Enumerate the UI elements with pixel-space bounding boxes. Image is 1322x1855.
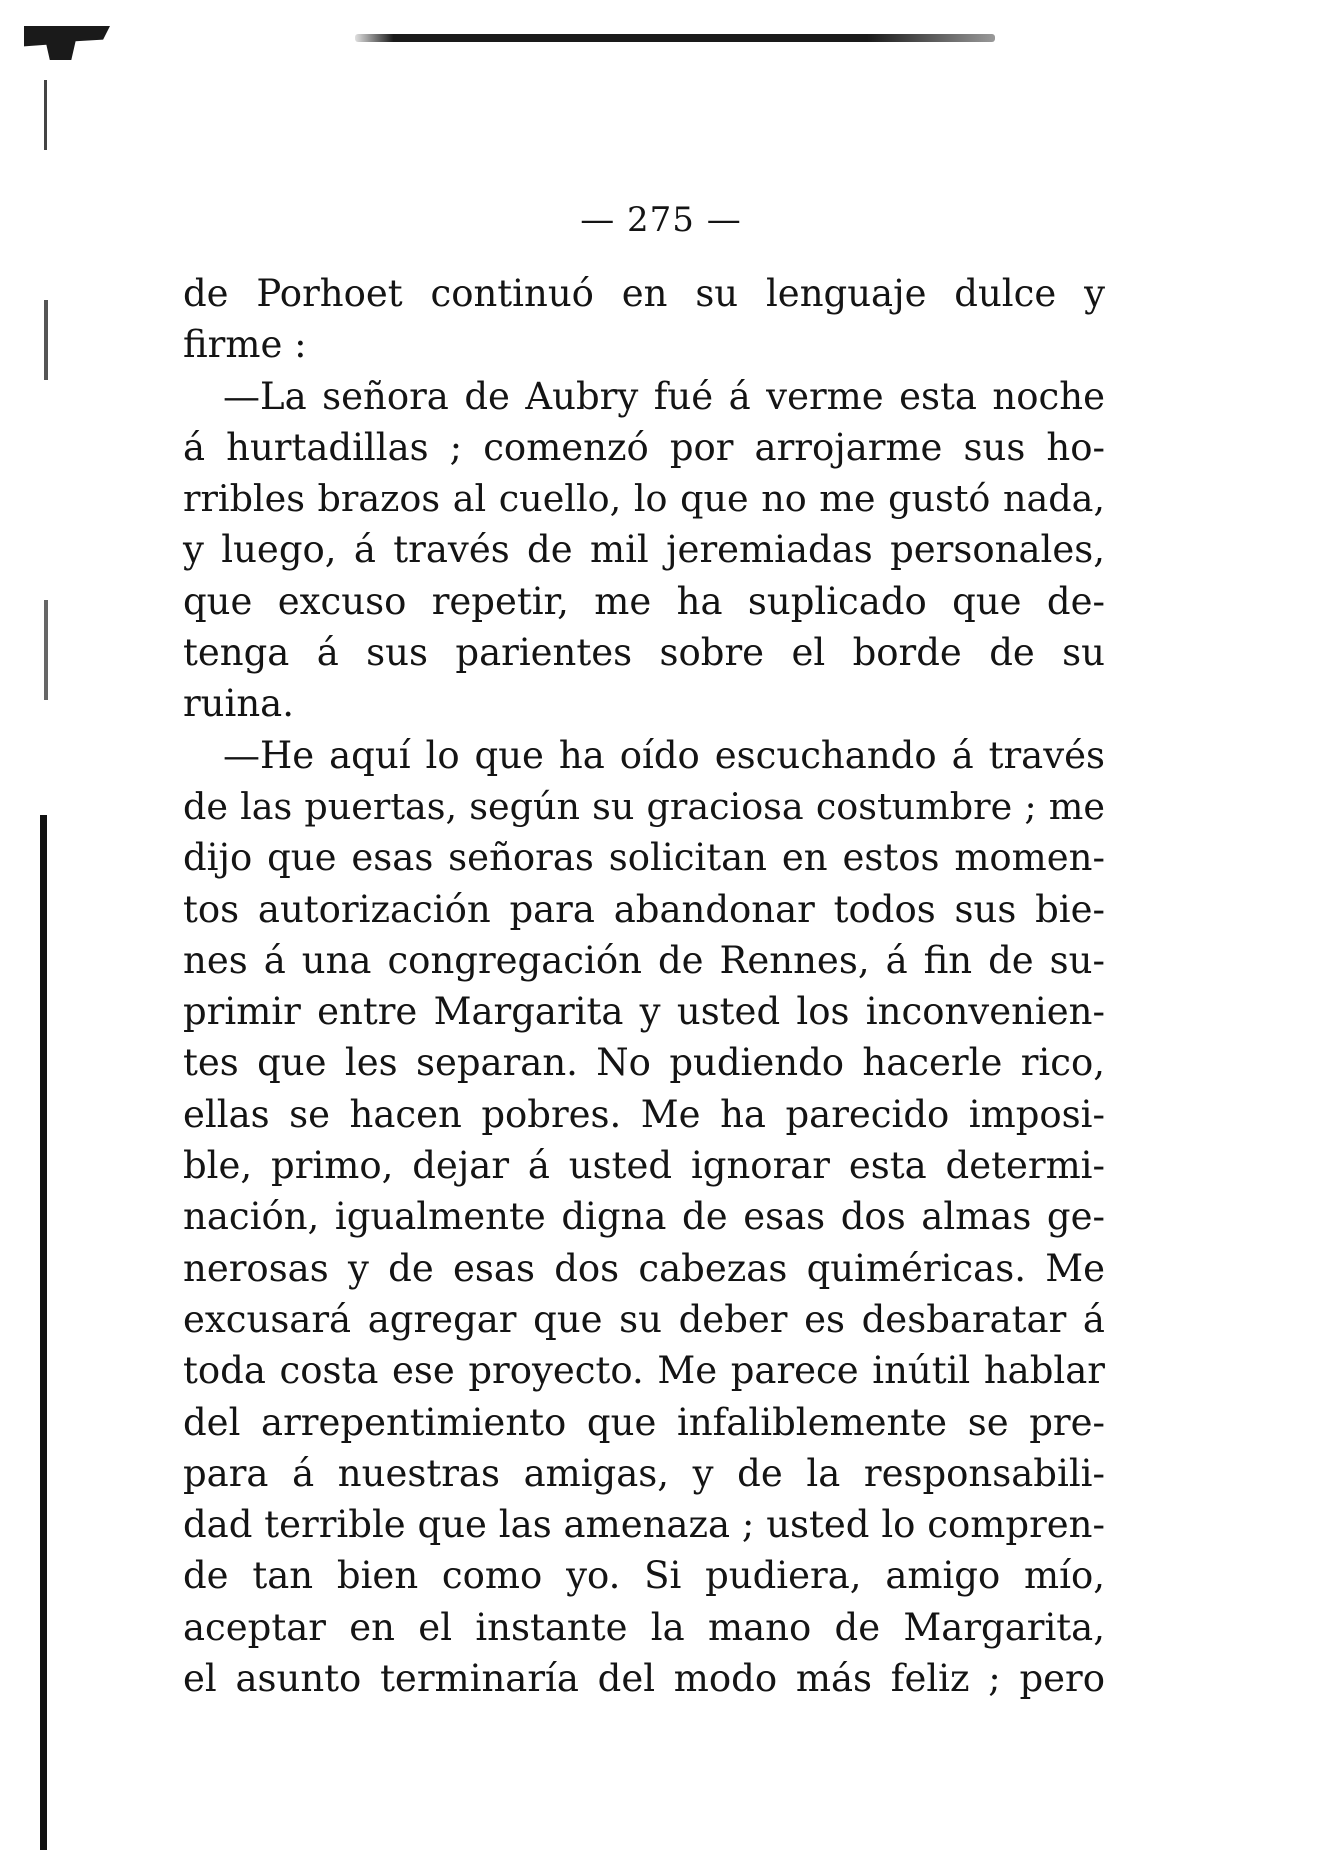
body-text [183,268,1105,1704]
text-line: que excuso repetir, me ha suplicado que de- [183,579,1105,623]
text-line: para á nuestras amigas, y de la responsabili- [183,1451,1105,1495]
text-line: toda costa ese proyecto. Me parece inútil hablar [183,1349,1105,1393]
text-line: aceptar en el instante la mano de Margarita, [183,1605,1105,1649]
text-line: á hurtadillas ; comenzó por arrojarme sus ho- [183,425,1105,469]
text-line: el asunto terminaría del modo más feliz ; pero [183,1657,1105,1701]
scan-edge-mark [44,80,47,150]
text-line: de Porhoet continuó en su lenguaje dulce y [183,272,1105,315]
text-line: tos autorización para abandonar todos sus bie- [183,887,1105,931]
text-line: nerosas y de esas dos cabezas quiméricas. Me [183,1246,1105,1290]
text-line: —He aquí lo que ha oído escuchando á través [223,733,1105,777]
text-line: primir entre Margarita y usted los inconvenien- [183,990,1105,1034]
text-line: del arrepentimiento que infaliblemente se pre- [183,1400,1105,1444]
text-line: tes que les separan. No pudiendo hacerle rico, [183,1041,1105,1085]
scan-edge-mark [44,600,48,700]
text-line: tenga á sus parientes sobre el borde de su [183,631,1105,675]
text-line: ruina. [183,682,294,726]
text-line: nación, igualmente digna de esas dos almas ge- [183,1195,1105,1239]
scan-binding-edge [40,815,47,1850]
text-line: firme : [183,323,307,367]
text-line: de las puertas, según su graciosa costumbre ; me [183,784,1105,828]
text-line: rribles brazos al cuello, lo que no me gustó nada, [183,477,1105,521]
text-line: y luego, á través de mil jeremiadas personales, [183,528,1105,572]
text-line: nes á una congregación de Rennes, á fin de su- [183,938,1105,982]
scan-corner-mark [24,26,110,60]
text-line: ellas se hacen pobres. Me ha parecido imposi- [183,1092,1105,1136]
scan-edge-mark [44,300,48,380]
text-line: dijo que esas señoras solicitan en estos momen- [183,836,1105,880]
text-line: —La señora de Aubry fué á verme esta noche [223,374,1105,418]
text-line: de tan bien como yo. Si pudiera, amigo mío, [183,1554,1105,1598]
text-line: dad terrible que las amenaza ; usted lo compren- [183,1503,1105,1547]
text-line: excusará agregar que su deber es desbaratar á [183,1297,1105,1341]
page-number: — 275 — [580,200,742,240]
text-line: ble, primo, dejar á usted ignorar esta determi- [183,1144,1105,1188]
scan-top-rule [355,34,995,42]
